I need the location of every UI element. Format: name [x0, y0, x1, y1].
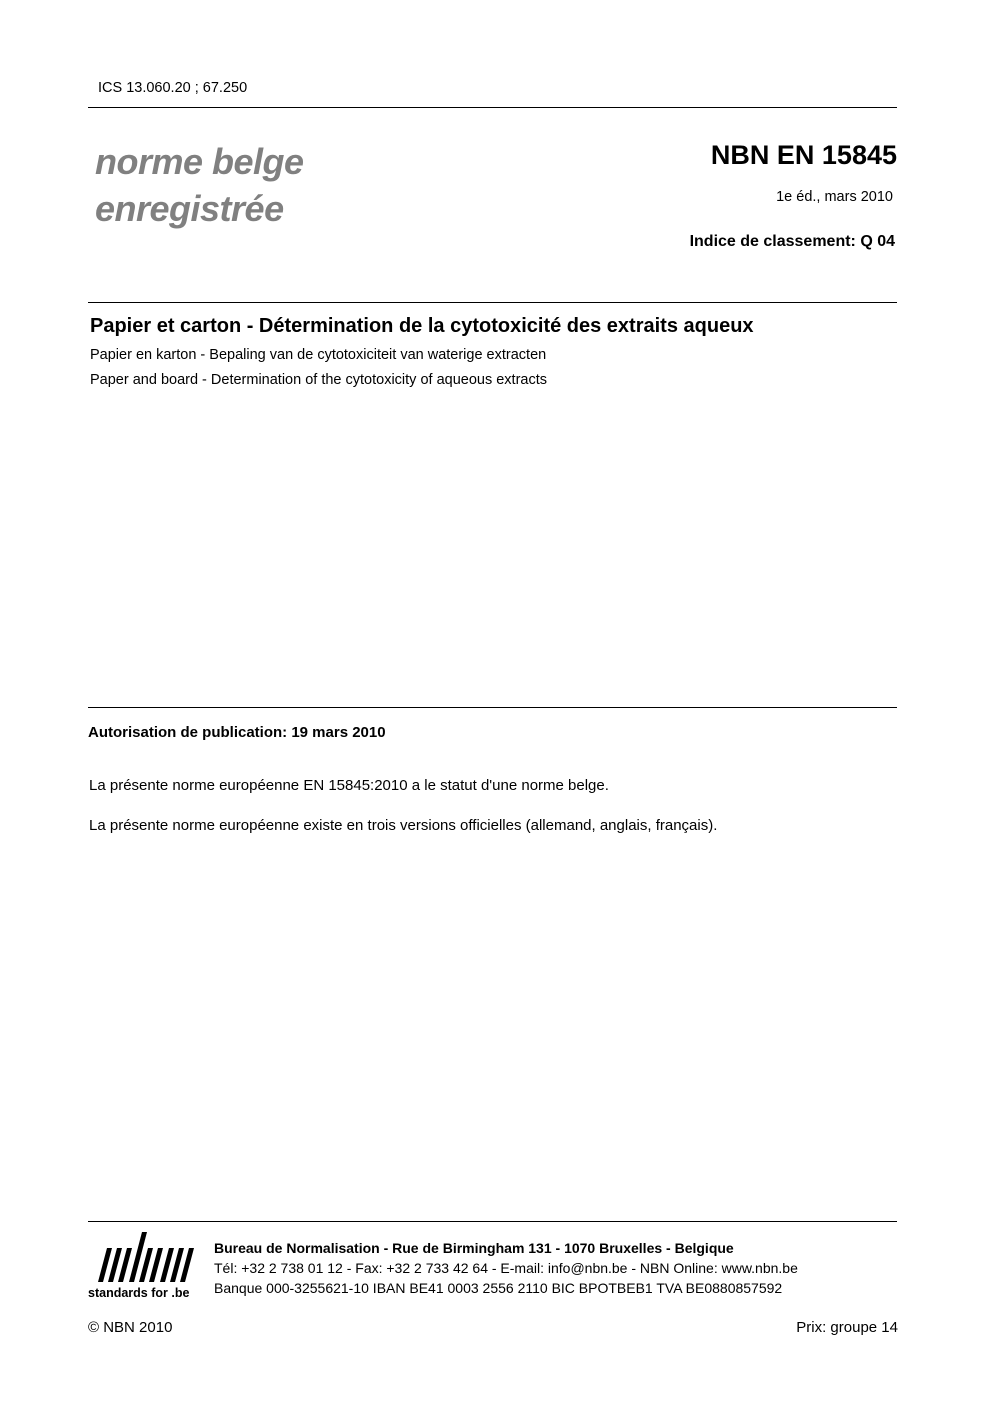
versions-paragraph: La présente norme européenne existe en trois versions officielles (allemand, anglais, français).: [89, 817, 718, 834]
price-group: Prix: groupe 14: [796, 1319, 898, 1336]
nbn-logo-icon: [88, 1230, 200, 1288]
status-paragraph: La présente norme européenne EN 15845:2010 a le statut d'une norme belge.: [89, 777, 609, 794]
edition: 1e éd., mars 2010: [776, 189, 893, 205]
title-rule: [88, 302, 897, 303]
nbn-logo: [88, 1230, 200, 1308]
standard-code: NBN EN 15845: [710, 140, 897, 170]
body-rule: [88, 707, 897, 708]
ics-code: ICS 13.060.20 ; 67.250: [98, 80, 248, 96]
address-line-3: Banque 000-3255621-10 IBAN BE41 0003 2556 2110 BIC BPOTBEB1 TVA BE0880857592: [214, 1280, 783, 1296]
logo-tagline: standards for .be: [88, 1286, 190, 1300]
brand-line-2: enregistrée: [95, 188, 284, 229]
title-dutch: Papier en karton - Bepaling van de cytotoxiciteit van waterige extracten: [90, 347, 547, 363]
title-french: Papier et carton - Détermination de la cytotoxicité des extraits aqueux: [90, 315, 754, 337]
footer-rule: [88, 1221, 897, 1222]
copyright: © NBN 2010: [88, 1319, 173, 1336]
header-rule: [88, 107, 897, 108]
publication-authorization: Autorisation de publication: 19 mars 2010: [88, 724, 386, 741]
title-english: Paper and board - Determination of the cytotoxicity of aqueous extracts: [90, 372, 547, 388]
brand-line-1: norme belge: [95, 141, 304, 182]
address-line-1: Bureau de Normalisation - Rue de Birmingham 131 - 1070 Bruxelles - Belgique: [214, 1240, 734, 1256]
classification-index: Indice de classement: Q 04: [689, 233, 895, 250]
address-line-2: Tél: +32 2 738 01 12 - Fax: +32 2 733 42 64 - E-mail: info@nbn.be - NBN Online: www.nbn.be: [214, 1260, 798, 1276]
